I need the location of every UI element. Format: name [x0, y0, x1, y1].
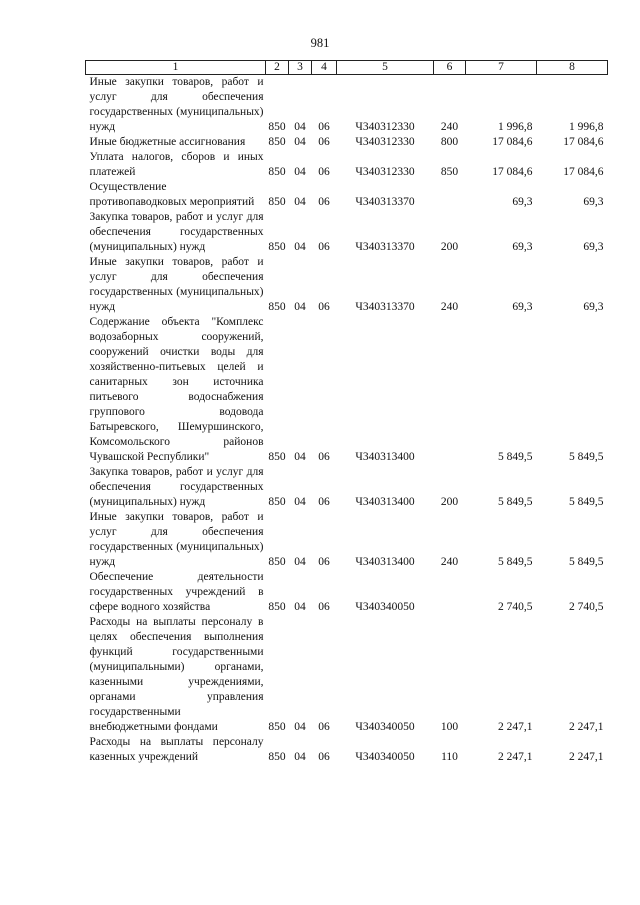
row-ministry-code-cell: 850	[268, 601, 286, 613]
row-target-article-cell: Ч340313370	[355, 241, 415, 253]
row-expense-type-cell: 240	[440, 121, 459, 133]
row-section-cell: 04	[294, 451, 306, 463]
row-ministry-code-cell: 850	[268, 301, 286, 313]
row-expense-type-cell: 100	[440, 721, 459, 733]
row-name-cell	[86, 150, 266, 180]
column-header: 5	[337, 61, 434, 75]
row-target-article-cell: Ч340312330	[355, 166, 415, 178]
row-subsection-cell: 06	[318, 601, 330, 613]
row-subsection-cell: 06	[318, 136, 330, 148]
row-expense-type-cell: 850	[440, 166, 459, 178]
row-expense-type-cell: 800	[440, 136, 459, 148]
column-header: 1	[86, 61, 266, 75]
row-target-article-cell: Ч340313400	[355, 496, 415, 508]
row-ministry-code-cell: 850	[268, 241, 286, 253]
column-header: 2	[266, 61, 289, 75]
row-section-cell: 04	[294, 301, 306, 313]
row-amount-cell: 1 996,8	[498, 121, 533, 133]
column-header: 8	[537, 61, 608, 75]
row-amount-total-cell: 5 849,5	[569, 496, 604, 508]
row-amount-cell: 5 849,5	[498, 556, 533, 568]
row-name-cell	[86, 135, 266, 150]
row-ministry-code-cell: 850	[268, 121, 286, 133]
row-amount-total-cell: 17 084,6	[563, 166, 604, 178]
row-ministry-code-cell: 850	[268, 751, 286, 763]
row-subsection-cell: 06	[318, 301, 330, 313]
row-name-text: Закупка товаров, работ и услуг для обеспечения государственных (муниципальных) нужд	[89, 211, 264, 253]
row-name-text: Уплата налогов, сборов и иных платежей	[89, 151, 264, 178]
row-section-cell: 04	[294, 196, 306, 208]
table-row	[86, 180, 608, 210]
table-row	[86, 150, 608, 180]
row-ministry-code-cell: 850	[268, 556, 286, 568]
table-body	[86, 75, 608, 766]
row-name-cell	[86, 735, 266, 765]
row-target-article-cell: Ч340313400	[355, 451, 415, 463]
row-target-article-cell: Ч340340050	[355, 601, 415, 613]
row-amount-cell: 2 247,1	[498, 751, 533, 763]
row-target-article-cell: Ч340312330	[355, 121, 415, 133]
row-expense-type-cell	[434, 315, 466, 465]
row-amount-total-cell: 69,3	[583, 196, 604, 208]
row-amount-cell: 17 084,6	[492, 136, 533, 148]
row-ministry-code-cell: 850	[268, 196, 286, 208]
table-row	[86, 735, 608, 765]
row-name-text: Расходы на выплаты персоналу казенных учреждений	[89, 736, 264, 763]
row-subsection-cell: 06	[318, 241, 330, 253]
table-header-row	[86, 61, 608, 75]
row-name-cell	[86, 570, 266, 615]
row-name-text: Иные закупки товаров, работ и услуг для обеспечения государственных (муниципальных) нужд	[89, 256, 264, 313]
row-expense-type-cell	[434, 570, 466, 615]
row-section-cell: 04	[294, 601, 306, 613]
row-name-cell	[86, 255, 266, 315]
row-name-cell	[86, 180, 266, 210]
row-expense-type-cell: 110	[441, 751, 458, 763]
row-subsection-cell: 06	[318, 751, 330, 763]
row-name-text: Иные закупки товаров, работ и услуг для обеспечения государственных (муниципальных) нужд	[89, 76, 264, 133]
row-ministry-code-cell: 850	[268, 451, 286, 463]
row-target-article-cell: Ч340340050	[355, 721, 415, 733]
table-row	[86, 510, 608, 570]
row-amount-cell: 69,3	[512, 301, 533, 313]
row-section-cell: 04	[294, 241, 306, 253]
row-amount-total-cell: 1 996,8	[569, 121, 604, 133]
table-row	[86, 135, 608, 150]
column-header: 6	[434, 61, 466, 75]
row-amount-total-cell: 69,3	[583, 301, 604, 313]
row-amount-total-cell: 17 084,6	[563, 136, 604, 148]
row-expense-type-cell: 240	[440, 556, 459, 568]
row-section-cell: 04	[294, 556, 306, 568]
row-expense-type-cell: 240	[440, 301, 459, 313]
row-amount-cell: 5 849,5	[498, 451, 533, 463]
row-expense-type-cell: 200	[440, 241, 459, 253]
row-subsection-cell: 06	[318, 166, 330, 178]
row-section-cell: 04	[294, 166, 306, 178]
page-number: 981	[310, 36, 330, 50]
column-header: 4	[312, 61, 337, 75]
table-row	[86, 615, 608, 735]
table-row	[86, 210, 608, 255]
row-amount-cell: 2 247,1	[498, 721, 533, 733]
row-amount-cell: 17 084,6	[492, 166, 533, 178]
row-target-article-cell: Ч340340050	[355, 751, 415, 763]
row-amount-total-cell: 2 247,1	[569, 721, 604, 733]
table-row	[86, 315, 608, 465]
row-target-article-cell: Ч340313370	[355, 301, 415, 313]
row-section-cell: 04	[294, 721, 306, 733]
row-subsection-cell: 06	[318, 496, 330, 508]
table-row	[86, 255, 608, 315]
row-name-cell	[86, 210, 266, 255]
row-name-text: Расходы на выплаты персоналу в целях обеспечения выполнения функций государственными (муниципальными) органами, казенными учреждениями, органами управления государственными внебюджетными фондами	[89, 616, 264, 733]
row-amount-cell: 69,3	[512, 241, 533, 253]
column-header: 3	[289, 61, 312, 75]
row-amount-cell: 2 740,5	[498, 601, 533, 613]
row-ministry-code-cell: 850	[268, 496, 286, 508]
row-ministry-code-cell: 850	[268, 721, 286, 733]
row-target-article-cell: Ч340313370	[355, 196, 415, 208]
row-amount-cell: 69,3	[512, 196, 533, 208]
row-section-cell: 04	[294, 751, 306, 763]
row-expense-type-cell	[434, 180, 466, 210]
row-subsection-cell: 06	[318, 121, 330, 133]
row-target-article-cell: Ч340313400	[355, 556, 415, 568]
row-ministry-code-cell: 850	[268, 166, 286, 178]
row-name-text: Иные закупки товаров, работ и услуг для обеспечения государственных (муниципальных) нужд	[89, 511, 264, 568]
row-subsection-cell: 06	[318, 196, 330, 208]
row-name-cell	[86, 465, 266, 510]
row-amount-total-cell: 5 849,5	[569, 451, 604, 463]
table-row	[86, 465, 608, 510]
row-name-cell	[86, 615, 266, 735]
row-subsection-cell: 06	[318, 556, 330, 568]
row-amount-cell: 5 849,5	[498, 496, 533, 508]
row-name-text: Осуществление противопаводковых мероприятий	[89, 181, 255, 208]
row-subsection-cell: 06	[318, 721, 330, 733]
row-name-cell	[86, 510, 266, 570]
row-name-cell	[86, 315, 266, 465]
row-name-text: Содержание объекта "Комплекс водозаборных сооружений, сооружений очистки воды для хозяйственно-питьевых целей и санитарных зон источника питьевого водоснабжения группового водовода Батыревского, Шемуршинского, Комсомольского районов Чувашской Республики"	[89, 316, 264, 463]
column-header: 7	[466, 61, 537, 75]
row-amount-total-cell: 5 849,5	[569, 556, 604, 568]
table-row	[86, 75, 608, 136]
row-section-cell: 04	[294, 136, 306, 148]
row-amount-total-cell: 2 740,5	[569, 601, 604, 613]
row-amount-total-cell: 69,3	[583, 241, 604, 253]
row-amount-total-cell: 2 247,1	[569, 751, 604, 763]
row-ministry-code-cell: 850	[268, 136, 286, 148]
table-row	[86, 570, 608, 615]
row-name-text: Закупка товаров, работ и услуг для обеспечения государственных (муниципальных) нужд	[89, 466, 264, 508]
row-name-text: Иные бюджетные ассигнования	[89, 136, 246, 148]
row-name-cell	[86, 75, 266, 136]
row-section-cell: 04	[294, 121, 306, 133]
row-section-cell: 04	[294, 496, 306, 508]
row-subsection-cell: 06	[318, 451, 330, 463]
row-target-article-cell: Ч340312330	[355, 136, 415, 148]
row-name-text: Обеспечение деятельности государственных учреждений в сфере водного хозяйства	[89, 571, 264, 613]
row-expense-type-cell: 200	[440, 496, 459, 508]
budget-table	[85, 60, 608, 765]
